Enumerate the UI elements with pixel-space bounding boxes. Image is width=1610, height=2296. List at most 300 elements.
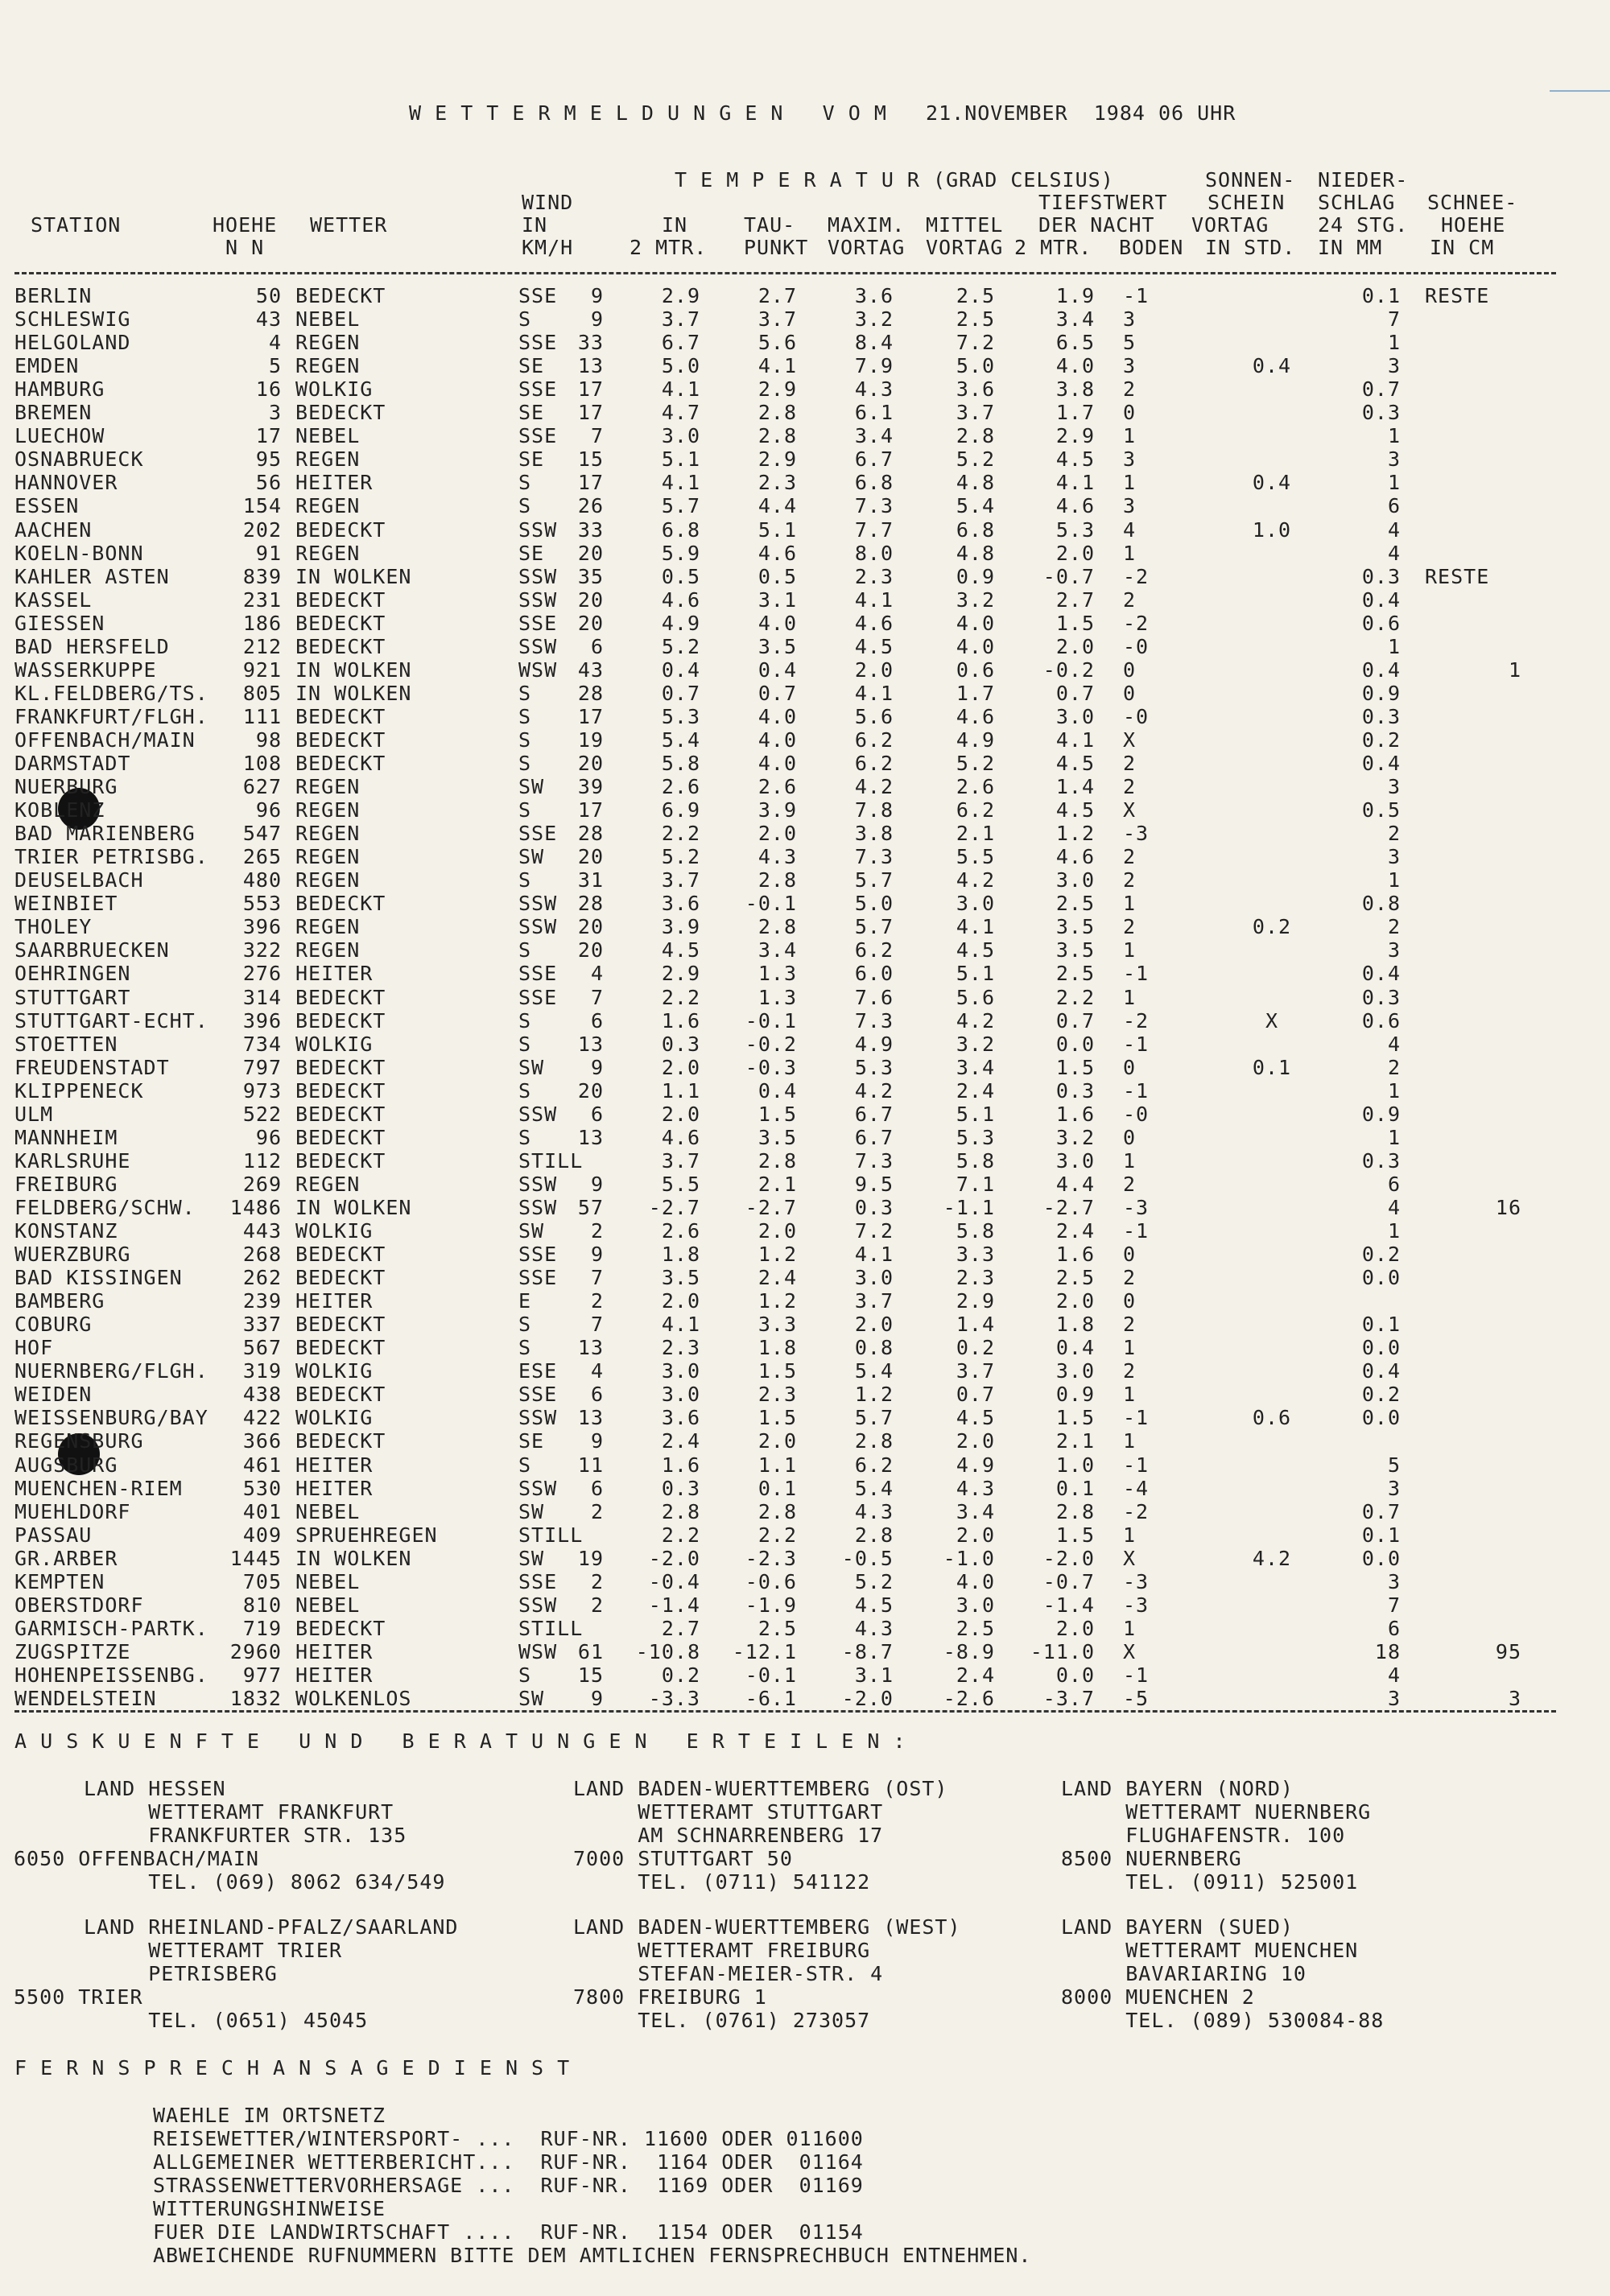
- wind-speed: 9: [590, 1055, 604, 1079]
- station-name: ESSEN: [14, 494, 80, 518]
- altitude: 4: [268, 331, 282, 355]
- weather: NEBEL: [295, 1593, 361, 1617]
- wind-speed: 7: [590, 424, 604, 448]
- precipitation: 0.9: [1361, 681, 1401, 705]
- night-low-ground: 2: [1123, 1172, 1137, 1196]
- wind-speed: 28: [577, 892, 604, 916]
- station-name: WASSERKUPPE: [14, 657, 157, 682]
- wind-speed: 6: [590, 1008, 604, 1033]
- weather: REGEN: [295, 775, 361, 799]
- table-row: [0, 1571, 1610, 1594]
- station-name: KOBLENZ: [14, 798, 105, 822]
- temp-2m: 4.1: [661, 471, 700, 495]
- night-low-ground: 1: [1123, 541, 1137, 565]
- altitude: 96: [255, 1125, 282, 1149]
- mean-temp: 6.8: [956, 517, 995, 542]
- night-low-2m: 2.5: [1055, 892, 1095, 916]
- phone-line: WITTERUNGSHINWEISE: [153, 2197, 386, 2220]
- max-temp: 4.5: [854, 634, 894, 658]
- mean-temp: 3.7: [956, 1359, 995, 1383]
- station-name: KL.FELDBERG/TS.: [14, 681, 208, 705]
- wind-speed: 9: [590, 1687, 604, 1710]
- night-low-2m: 1.0: [1055, 1453, 1095, 1477]
- precipitation: 3: [1387, 447, 1401, 472]
- max-temp: 5.3: [854, 1055, 894, 1079]
- weather: HEITER: [295, 471, 374, 495]
- night-low-2m: 3.5: [1055, 915, 1095, 939]
- wind-direction: S: [518, 798, 532, 822]
- wind-direction: S: [518, 1125, 532, 1149]
- station-name: AACHEN: [14, 517, 93, 542]
- max-temp: 3.7: [854, 1289, 894, 1313]
- office-hessen: [14, 1777, 446, 1894]
- altitude: 91: [255, 541, 282, 565]
- dewpoint: -12.1: [732, 1639, 797, 1663]
- station-name: STUTTGART: [14, 985, 131, 1009]
- wind-speed: 17: [577, 704, 604, 728]
- precipitation: 1: [1387, 1078, 1401, 1103]
- altitude: 239: [242, 1289, 282, 1313]
- temp-2m: 3.0: [661, 1359, 700, 1383]
- night-low-ground: 2: [1123, 915, 1137, 939]
- dewpoint: 0.1: [758, 1476, 797, 1500]
- altitude: 276: [242, 962, 282, 986]
- precipitation: 3: [1387, 1569, 1401, 1593]
- precipitation: 0.6: [1361, 1008, 1401, 1033]
- night-low-ground: -0: [1123, 1102, 1150, 1126]
- station-name: HANNOVER: [14, 471, 118, 495]
- weather: WOLKIG: [295, 1032, 374, 1056]
- table-row: [0, 1267, 1610, 1290]
- weather: BEDECKT: [295, 284, 386, 307]
- precipitation: 4: [1387, 1032, 1401, 1056]
- station-name: HOHENPEISSENBG.: [14, 1663, 208, 1687]
- max-temp: 3.4: [854, 424, 894, 448]
- night-low-2m: 0.0: [1055, 1032, 1095, 1056]
- dewpoint: 1.5: [758, 1406, 797, 1430]
- night-low-ground: -1: [1123, 1663, 1150, 1687]
- temp-2m: 4.6: [661, 587, 700, 612]
- wind-speed: 9: [590, 1243, 604, 1267]
- wind-direction: S: [518, 938, 532, 963]
- station-name: MUEHLDORF: [14, 1499, 131, 1523]
- weather: BEDECKT: [295, 1055, 386, 1079]
- wind-direction: S: [518, 1336, 532, 1360]
- weather: BEDECKT: [295, 634, 386, 658]
- station-name: MANNHEIM: [14, 1125, 118, 1149]
- altitude: 268: [242, 1243, 282, 1267]
- weather: REGEN: [295, 915, 361, 939]
- precipitation: 0.6: [1361, 611, 1401, 635]
- max-temp: 8.4: [854, 331, 894, 355]
- night-low-2m: 1.6: [1055, 1243, 1095, 1267]
- night-low-2m: 2.0: [1055, 634, 1095, 658]
- max-temp: 4.6: [854, 611, 894, 635]
- wind-direction: SSE: [518, 962, 558, 986]
- weather: REGEN: [295, 798, 361, 822]
- dewpoint: 2.1: [758, 1172, 797, 1196]
- weather: BEDECKT: [295, 1383, 386, 1407]
- wind-header-3: KM/H: [522, 236, 574, 259]
- weather: BEDECKT: [295, 985, 386, 1009]
- snow-depth: RESTE: [1425, 564, 1490, 588]
- dewpoint: 0.4: [758, 1078, 797, 1103]
- mean-temp: -8.9: [943, 1639, 995, 1663]
- max-temp: 4.3: [854, 1499, 894, 1523]
- precipitation: 0.0: [1361, 1336, 1401, 1360]
- precipitation: 5: [1387, 1453, 1401, 1477]
- temp-2m: 3.6: [661, 892, 700, 916]
- wind-speed: 31: [577, 868, 604, 892]
- precipitation: 0.2: [1361, 1243, 1401, 1267]
- station-name: GR.ARBER: [14, 1546, 118, 1570]
- altitude: 443: [242, 1219, 282, 1243]
- station-name: OSNABRUECK: [14, 447, 144, 472]
- altitude: 1445: [229, 1546, 282, 1570]
- wind-speed: 39: [577, 775, 604, 799]
- dewpoint: -6.1: [745, 1687, 797, 1710]
- temp-2m: 5.4: [661, 728, 700, 752]
- altitude: 1832: [229, 1687, 282, 1710]
- weather: HEITER: [295, 1639, 374, 1663]
- sunshine-header: SONNEN-: [1205, 168, 1296, 192]
- night-low-ground: -1: [1123, 1453, 1150, 1477]
- precipitation: 1: [1387, 634, 1401, 658]
- night-low-2m: 1.9: [1055, 284, 1095, 307]
- wind-direction: S: [518, 728, 532, 752]
- weather: HEITER: [295, 962, 374, 986]
- office-line: TEL. (089) 530084-88: [1061, 2009, 1385, 2032]
- temp-2m: 1.1: [661, 1078, 700, 1103]
- wind-direction: S: [518, 868, 532, 892]
- max-temp: 3.0: [854, 1266, 894, 1290]
- max-temp: 4.2: [854, 775, 894, 799]
- table-row: [0, 1313, 1610, 1337]
- office-line: WETTERAMT MUENCHEN: [1061, 1939, 1359, 1962]
- wind-speed: 17: [577, 798, 604, 822]
- dewpoint: 4.1: [758, 354, 797, 378]
- station-name: MUENCHEN-RIEM: [14, 1476, 183, 1500]
- office-line: TEL. (0761) 273057: [573, 2009, 871, 2032]
- table-row: [0, 1524, 1610, 1548]
- mean-temp: 5.0: [956, 354, 995, 378]
- wind-direction: SE: [518, 354, 545, 378]
- night-low-2m: 4.5: [1055, 752, 1095, 775]
- night-low-ground: -1: [1123, 284, 1150, 307]
- night-low-ground: 3: [1123, 494, 1137, 518]
- wind-direction: SSE: [518, 822, 558, 846]
- weather: WOLKIG: [295, 377, 374, 402]
- altitude: 186: [242, 611, 282, 635]
- wind-speed: 26: [577, 494, 604, 518]
- altitude: 17: [255, 424, 282, 448]
- table-row: [0, 542, 1610, 566]
- temp-2m: 2.2: [661, 822, 700, 846]
- mean-temp: 5.2: [956, 752, 995, 775]
- night-low-ground: 2: [1123, 845, 1137, 869]
- max-header: MAXIM.: [828, 213, 906, 237]
- night-low-2m: -1.4: [1042, 1593, 1095, 1617]
- precipitation: 1: [1387, 471, 1401, 495]
- altitude: 95: [255, 447, 282, 472]
- station-name: OEHRINGEN: [14, 962, 131, 986]
- wind-speed: 2: [590, 1499, 604, 1523]
- office-line: 7000 STUTTGART 50: [573, 1847, 793, 1870]
- dewpoint: -0.2: [745, 1032, 797, 1056]
- altitude: 734: [242, 1032, 282, 1056]
- table-row: [0, 566, 1610, 589]
- dewpoint: 5.1: [758, 517, 797, 542]
- night-low-ground: -0: [1123, 634, 1150, 658]
- table-row: [0, 402, 1610, 425]
- table-row: [0, 612, 1610, 636]
- weather: IN WOLKEN: [295, 1195, 412, 1219]
- wind-direction: S: [518, 752, 532, 775]
- altitude: 111: [242, 704, 282, 728]
- night-low-2m: -0.7: [1042, 564, 1095, 588]
- max-temp: 4.1: [854, 1243, 894, 1267]
- station-name: WEISSENBURG/BAY: [14, 1406, 208, 1430]
- altitude: 1486: [229, 1195, 282, 1219]
- weather: BEDECKT: [295, 1148, 386, 1173]
- night-low-ground: 2: [1123, 1266, 1137, 1290]
- temp-2m: 0.4: [661, 657, 700, 682]
- mean-temp: 0.9: [956, 564, 995, 588]
- wind-direction: SSW: [518, 634, 558, 658]
- mean-temp: 0.6: [956, 657, 995, 682]
- dewpoint: 1.2: [758, 1289, 797, 1313]
- temp-2m: 2.6: [661, 1219, 700, 1243]
- wind-direction: STILL: [518, 1616, 584, 1640]
- temp-2m: 3.9: [661, 915, 700, 939]
- dewpoint: 4.0: [758, 611, 797, 635]
- dewpoint: 4.0: [758, 752, 797, 775]
- sunshine: 1.0: [1252, 517, 1292, 542]
- mean-header-2: VORTAG: [926, 236, 1004, 259]
- mean-temp: 0.7: [956, 1383, 995, 1407]
- mean-temp: 5.8: [956, 1148, 995, 1173]
- max-temp: 7.3: [854, 845, 894, 869]
- precipitation: 0.1: [1361, 1523, 1401, 1547]
- precipitation: 2: [1387, 1055, 1401, 1079]
- table-row: [0, 682, 1610, 706]
- max-temp: 5.7: [854, 915, 894, 939]
- night-low-ground: 3: [1123, 447, 1137, 472]
- temp-2m: 1.6: [661, 1453, 700, 1477]
- max-temp: 1.2: [854, 1383, 894, 1407]
- wind-direction: S: [518, 1032, 532, 1056]
- station-name: GARMISCH-PARTK.: [14, 1616, 208, 1640]
- station-name: HOF: [14, 1336, 54, 1360]
- precipitation: 0.4: [1361, 587, 1401, 612]
- table-row: [0, 448, 1610, 472]
- wind-speed: 11: [577, 1453, 604, 1477]
- page-edge-line: [1550, 90, 1610, 92]
- altitude: 3: [268, 401, 282, 425]
- precipitation: 0.1: [1361, 284, 1401, 307]
- night-low-ground: 1: [1123, 424, 1137, 448]
- station-name: SCHLESWIG: [14, 307, 131, 332]
- altitude: 805: [242, 681, 282, 705]
- wind-speed: 28: [577, 822, 604, 846]
- night-low-2m: 0.9: [1055, 1383, 1095, 1407]
- office-bw-west: [573, 1915, 961, 2032]
- max-temp: 2.8: [854, 1523, 894, 1547]
- weather: NEBEL: [295, 1569, 361, 1593]
- weather: BEDECKT: [295, 704, 386, 728]
- weather: WOLKIG: [295, 1406, 374, 1430]
- temp-2m: 6.7: [661, 331, 700, 355]
- max-temp: 4.1: [854, 587, 894, 612]
- night-low-ground: -3: [1123, 822, 1150, 846]
- night-low-2m: 0.0: [1055, 1663, 1095, 1687]
- table-row: [0, 963, 1610, 986]
- office-line: WETTERAMT TRIER: [84, 1939, 343, 1962]
- altitude: 461: [242, 1453, 282, 1477]
- station-name: DEUSELBACH: [14, 868, 144, 892]
- temp-2m: 3.7: [661, 1148, 700, 1173]
- table-row: [0, 752, 1610, 776]
- temp-2m: 1.8: [661, 1243, 700, 1267]
- office-line: WETTERAMT NUERNBERG: [1061, 1800, 1372, 1824]
- altitude: 810: [242, 1593, 282, 1617]
- weather: BEDECKT: [295, 752, 386, 775]
- table-row: [0, 1080, 1610, 1103]
- wind-direction: SSE: [518, 424, 558, 448]
- table-row: [0, 378, 1610, 402]
- wind-speed: 2: [590, 1569, 604, 1593]
- station-name: BREMEN: [14, 401, 93, 425]
- wind-direction: S: [518, 1313, 532, 1337]
- office-line: 6050 OFFENBACH/MAIN: [14, 1847, 259, 1870]
- station-name: THOLEY: [14, 915, 93, 939]
- wind-direction: S: [518, 471, 532, 495]
- weather: REGEN: [295, 331, 361, 355]
- office-line: TEL. (0711) 541122: [573, 1870, 871, 1894]
- night-low-2m: 4.5: [1055, 447, 1095, 472]
- mean-temp: 3.2: [956, 587, 995, 612]
- nightlow-header-2: DER NACHT: [1038, 213, 1155, 237]
- station-name: WUERZBURG: [14, 1243, 131, 1267]
- max-temp: 6.2: [854, 752, 894, 775]
- temp-2m: 2.9: [661, 284, 700, 307]
- dewpoint: 4.0: [758, 704, 797, 728]
- station-name: ZUGSPITZE: [14, 1639, 131, 1663]
- night-low-ground: 1: [1123, 892, 1137, 916]
- max-temp: 7.8: [854, 798, 894, 822]
- dewpoint: 2.3: [758, 1383, 797, 1407]
- night-low-ground: 1: [1123, 1148, 1137, 1173]
- night-low-2m: -0.7: [1042, 1569, 1095, 1593]
- altitude: 108: [242, 752, 282, 775]
- weather: BEDECKT: [295, 1125, 386, 1149]
- sunshine: 4.2: [1252, 1546, 1292, 1570]
- temp-2m: 0.5: [661, 564, 700, 588]
- office-line: WETTERAMT FREIBURG: [573, 1939, 871, 1962]
- night-low-2m: 4.1: [1055, 471, 1095, 495]
- mean-temp: 4.8: [956, 541, 995, 565]
- weather: BEDECKT: [295, 1313, 386, 1337]
- sunshine: 0.2: [1252, 915, 1292, 939]
- precipitation: 6: [1387, 1172, 1401, 1196]
- altitude: 480: [242, 868, 282, 892]
- max-temp: 2.0: [854, 657, 894, 682]
- altitude: 112: [242, 1148, 282, 1173]
- wind-speed: 15: [577, 447, 604, 472]
- station-header: STATION: [31, 213, 122, 237]
- night-low-ground: -2: [1123, 1499, 1150, 1523]
- max-temp: -8.7: [841, 1639, 894, 1663]
- max-temp: 9.5: [854, 1172, 894, 1196]
- dewpoint: 4.4: [758, 494, 797, 518]
- precip-header-4: IN MM: [1318, 236, 1383, 259]
- altitude: 409: [242, 1523, 282, 1547]
- precipitation: 0.4: [1361, 962, 1401, 986]
- altitude: 43: [255, 307, 282, 332]
- phone-line: STRASSENWETTERVORHERSAGE ... RUF-NR. 1169 ODER 01169: [153, 2174, 864, 2197]
- dewpoint: 2.5: [758, 1616, 797, 1640]
- max-temp: 4.1: [854, 681, 894, 705]
- dewpoint: 2.0: [758, 1429, 797, 1453]
- precipitation: 0.4: [1361, 1359, 1401, 1383]
- night-low-2m: 4.4: [1055, 1172, 1095, 1196]
- night-low-ground: 5: [1123, 331, 1137, 355]
- station-name: NUERBURG: [14, 775, 118, 799]
- weather: BEDECKT: [295, 517, 386, 542]
- wind-speed: 20: [577, 752, 604, 775]
- max-temp: 4.5: [854, 1593, 894, 1617]
- table-row: [0, 916, 1610, 939]
- temp2m-header: IN: [662, 213, 688, 237]
- wind-speed: 9: [590, 284, 604, 307]
- night-low-2m: 2.0: [1055, 541, 1095, 565]
- night-low-2m: 4.5: [1055, 798, 1095, 822]
- station-name: GIESSEN: [14, 611, 105, 635]
- wind-speed: 6: [590, 634, 604, 658]
- station-name: BERLIN: [14, 284, 93, 307]
- precipitation: 3: [1387, 938, 1401, 963]
- altitude: 319: [242, 1359, 282, 1383]
- weather: BEDECKT: [295, 611, 386, 635]
- wind-direction: SE: [518, 1429, 545, 1453]
- night-low-ground: 2: [1123, 868, 1137, 892]
- night-low-ground: X: [1123, 1546, 1137, 1570]
- night-low-2m: 0.7: [1055, 1008, 1095, 1033]
- max-temp: 0.3: [854, 1195, 894, 1219]
- wind-direction: SSW: [518, 1102, 558, 1126]
- temp-2m: 2.2: [661, 985, 700, 1009]
- dewpoint: -2.3: [745, 1546, 797, 1570]
- sunshine: 0.6: [1252, 1406, 1292, 1430]
- dewpoint: 3.7: [758, 307, 797, 332]
- precipitation: 0.2: [1361, 1383, 1401, 1407]
- station-name: KOELN-BONN: [14, 541, 144, 565]
- mean-temp: 4.5: [956, 1406, 995, 1430]
- weather: BEDECKT: [295, 1078, 386, 1103]
- office-line: TEL. (069) 8062 634/549: [84, 1870, 446, 1894]
- night-low-2m: 2.0: [1055, 1289, 1095, 1313]
- temp-2m: 4.1: [661, 1313, 700, 1337]
- precipitation: 0.3: [1361, 564, 1401, 588]
- sunshine: X: [1265, 1008, 1279, 1033]
- night-low-ground: 0: [1123, 1055, 1137, 1079]
- wind-speed: 20: [577, 541, 604, 565]
- night-low-2m: -2.0: [1042, 1546, 1095, 1570]
- precipitation: 0.7: [1361, 1499, 1401, 1523]
- wind-direction: SSE: [518, 377, 558, 402]
- precipitation: 1: [1387, 1125, 1401, 1149]
- max-temp: 3.6: [854, 284, 894, 307]
